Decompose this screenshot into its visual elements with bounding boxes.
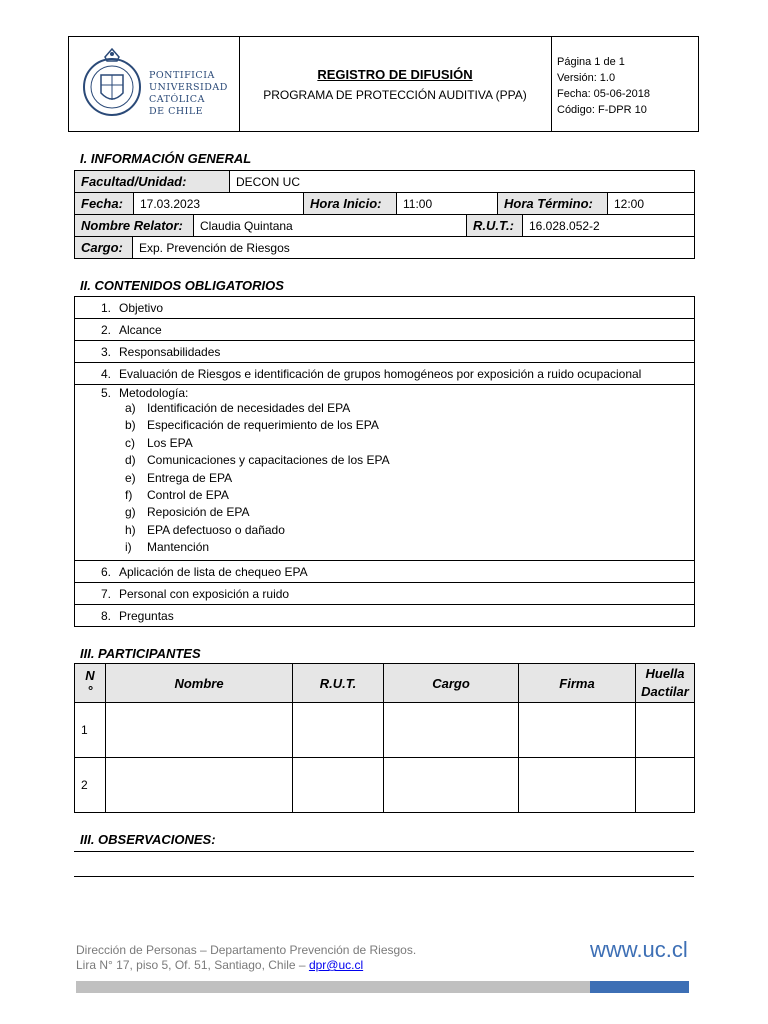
footer-email-link[interactable]: dpr@uc.cl [308,958,364,972]
university-seal-logo [81,45,143,123]
list-item [75,583,695,605]
item-text: Evaluación de Riesgos e identificación de grupos homogéneos por exposición a ruido ocupacional [119,366,642,381]
sub-item-text: Entrega de EPA [147,470,233,485]
footer-department: Dirección de Personas – Departamento Prevención de Riesgos. [76,943,417,957]
item-number: 5. [100,386,111,400]
header-huella-text: Dactilar [641,684,689,699]
sub-list-item [75,400,694,417]
section-observations-title: III. OBSERVACIONES: [80,832,216,847]
section-general-info-title: I. INFORMACIÓN GENERAL [80,151,252,166]
sub-list-item [75,487,694,504]
university-name [149,70,228,118]
sub-item-letter: b) [125,418,136,433]
hora-inicio-value: 11:00 [397,193,498,215]
sub-item-letter: h) [125,522,136,537]
footer-bar-blue [590,981,689,993]
participants-table [74,663,695,813]
contents-table [74,296,695,627]
version: Versión: 1.0 [557,72,616,84]
item-text: Preguntas [119,608,174,623]
cell-firma [519,703,636,758]
cell-huella [636,703,695,758]
logo-cell [69,37,240,131]
item-number: 6. [100,564,111,579]
sub-item-text: Especificación de requerimiento de los EPA [147,418,379,433]
sub-item-text: EPA defectuoso o dañado [147,522,285,537]
item-number: 4. [100,366,111,381]
cell-huella [636,758,695,813]
header-huella [636,664,695,703]
item-text: Responsabilidades [119,344,221,359]
footer-website[interactable]: www.uc.cl [590,937,688,962]
date-time-table [74,192,695,215]
footer-bar-gray [76,981,590,993]
sub-list-item [75,539,694,556]
item-text: Personal con exposición a ruido [119,586,290,601]
list-item [75,363,695,385]
document-subtitle: PROGRAMA DE PROTECCIÓN AUDITIVA (PPA) [263,88,527,102]
header-firma: Firma [519,664,636,703]
cargo-value: Exp. Prevención de Riesgos [133,237,695,259]
footer-address [76,943,416,973]
sub-list-item [75,435,694,452]
list-item [75,341,695,363]
cell-nombre [106,758,293,813]
header-nombre: Nombre [106,664,293,703]
sub-item-letter: d) [125,453,136,468]
sub-list-item [75,470,694,487]
item-text: Aplicación de lista de chequeo EPA [119,564,308,579]
relator-value: Claudia Quintana [194,215,467,237]
observation-line [74,876,694,877]
facultad-label: Facultad/Unidad: [75,171,230,193]
document-meta [551,37,699,131]
list-item-methodology [75,385,695,561]
logo-text-line: PONTIFICIA [149,70,215,81]
section-contents-title: II. CONTENIDOS OBLIGATORIOS [80,278,284,293]
sub-item-letter: g) [125,505,136,520]
sub-list-item [75,522,694,539]
footer-street: Lira N° 17, piso 5, Of. 51, Santiago, Chile – [76,958,309,972]
sub-item-text: Reposición de EPA [147,505,250,520]
fecha-label: Fecha: [75,193,134,215]
cell-cargo [384,703,519,758]
facultad-value: DECON UC [230,171,695,193]
sub-item-text: Mantención [147,540,210,555]
document-code: Código: F-DPR 10 [557,104,647,116]
row-number: 1 [75,703,106,758]
relator-label: Nombre Relator: [75,215,194,237]
list-item [75,561,695,583]
document-date: Fecha: 05-06-2018 [557,88,650,100]
rut-value: 16.028.052-2 [523,215,695,237]
item-number: 3. [100,344,111,359]
list-item [75,605,695,627]
header-huella-text: Huella [645,666,685,681]
page-number: Página 1 de 1 [557,56,625,68]
rut-label: R.U.T.: [467,215,523,237]
table-row [75,758,695,813]
cell-firma [519,758,636,813]
table-row [75,703,695,758]
observation-line [74,851,694,852]
hora-termino-label: Hora Término: [498,193,608,215]
sub-item-text: Identificación de necesidades del EPA [147,401,351,415]
item-number: 7. [100,586,111,601]
sub-item-letter: c) [125,435,135,450]
header-cargo: Cargo [384,664,519,703]
document-header [68,36,699,132]
document-title: REGISTRO DE DIFUSIÓN [317,67,473,82]
logo-text-line: CATÓLICA [149,94,205,105]
row-number: 2 [75,758,106,813]
hora-inicio-label: Hora Inicio: [304,193,397,215]
cell-rut [293,703,384,758]
cell-cargo [384,758,519,813]
sub-list-item [75,504,694,521]
sub-item-letter: i) [125,540,132,555]
section-participants-title: III. PARTICIPANTES [80,646,201,661]
sub-item-text: Comunicaciones y capacitaciones de los EPA [147,453,390,468]
sub-item-letter: f) [125,488,133,503]
item-number: 8. [100,608,111,623]
header-number [75,664,106,703]
hora-termino-value: 12:00 [608,193,695,215]
item-number: 2. [100,322,111,337]
cell-nombre [106,703,293,758]
header-number-symbol: ° [87,683,93,698]
header-rut: R.U.T. [293,664,384,703]
relator-table [74,214,695,237]
sub-item-text: Control de EPA [147,488,229,503]
sub-list-item [75,417,694,434]
header-number-text: N [85,668,95,683]
cell-rut [293,758,384,813]
list-item [75,297,695,319]
footer-location [76,958,416,973]
sub-list-item [75,452,694,469]
sub-item-letter: a) [125,401,136,415]
item-text: Objetivo [119,300,164,315]
item-text: Metodología: [119,386,189,400]
general-info-table [74,170,695,193]
title-cell [239,37,552,131]
list-item [75,319,695,341]
sub-item-text: Los EPA [147,435,193,450]
item-number: 1. [100,300,111,315]
cargo-table [74,236,695,259]
sub-item-letter: e) [125,470,136,485]
item-text: Alcance [119,322,162,337]
fecha-value: 17.03.2023 [134,193,304,215]
logo-text-line: UNIVERSIDAD [149,82,228,93]
cargo-label: Cargo: [75,237,133,259]
logo-text-line: DE CHILE [149,106,204,117]
